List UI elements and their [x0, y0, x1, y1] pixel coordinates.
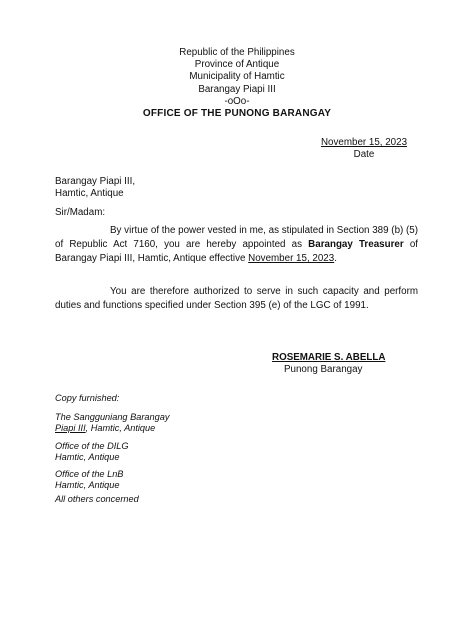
- signatory-title: Punong Barangay: [284, 364, 363, 375]
- paragraph1-part2: of Barangay Piapi III, Hamtic, Antique effective: [55, 239, 418, 264]
- cc-recipient-sangguniang: [55, 412, 169, 434]
- cc-recipient-1-line-1: The Sangguniang Barangay: [55, 412, 170, 422]
- addressee-line-1: Barangay Piapi III,: [55, 176, 136, 187]
- addressee-block: [55, 176, 135, 200]
- header-municipality: Municipality of Hamtic: [189, 71, 285, 83]
- date-label: Date: [353, 149, 375, 160]
- cc-recipient-3-line-1: Office of the LnB: [55, 469, 124, 479]
- effective-date: November 15, 2023: [248, 253, 335, 264]
- signatory-name: ROSEMARIE S. ABELLA: [272, 352, 386, 363]
- cc-recipient-1-rest: , Hamtic, Antique: [85, 423, 156, 433]
- signature-block: [272, 352, 385, 376]
- cc-recipient-3-line-2: Hamtic, Antique: [55, 480, 120, 490]
- paragraph1-part3: .: [334, 253, 337, 264]
- header-ornament: -oOo-: [224, 95, 250, 107]
- copy-furnished-label: Copy furnished:: [55, 393, 120, 403]
- authorization-paragraph: [55, 285, 418, 313]
- header-barangay: Barangay Piapi III: [198, 83, 276, 95]
- cc-recipient-others: [55, 494, 139, 505]
- appointed-position: Barangay Treasurer: [308, 239, 404, 250]
- cc-recipient-2-line-2: Hamtic, Antique: [55, 452, 120, 462]
- addressee-line-2: Hamtic, Antique: [55, 188, 124, 199]
- header-province: Province of Antique: [194, 59, 280, 71]
- appointment-paragraph: [55, 224, 418, 266]
- date-block: [305, 137, 423, 161]
- cc-recipient-dilg: [55, 441, 129, 463]
- cc-recipient-1-line-2: [55, 423, 169, 434]
- header-office-title: OFFICE OF THE PUNONG BARANGAY: [142, 108, 332, 120]
- copy-furnished-title: [55, 393, 119, 404]
- date-value: November 15, 2023: [320, 137, 408, 148]
- paragraph2-text: You are therefore authorized to serve in such capacity and perform duties and functions specified under Section 395 (e) of the LGC of 1991.: [55, 286, 418, 311]
- paragraph1-part1: By virtue of the power vested in me, as stipulated in Section 389 (b) (5) of Republic Act 7160, you are hereby appointed as: [55, 225, 418, 250]
- letterhead: [0, 47, 474, 120]
- header-republic: Republic of the Philippines: [179, 47, 295, 58]
- salutation: Sir/Madam:: [55, 207, 106, 218]
- cc-recipient-1-underlined: Piapi III: [55, 423, 86, 433]
- cc-recipient-lnb: [55, 469, 123, 491]
- cc-recipient-4: All others concerned: [55, 494, 139, 504]
- cc-recipient-2-line-1: Office of the DILG: [55, 441, 129, 451]
